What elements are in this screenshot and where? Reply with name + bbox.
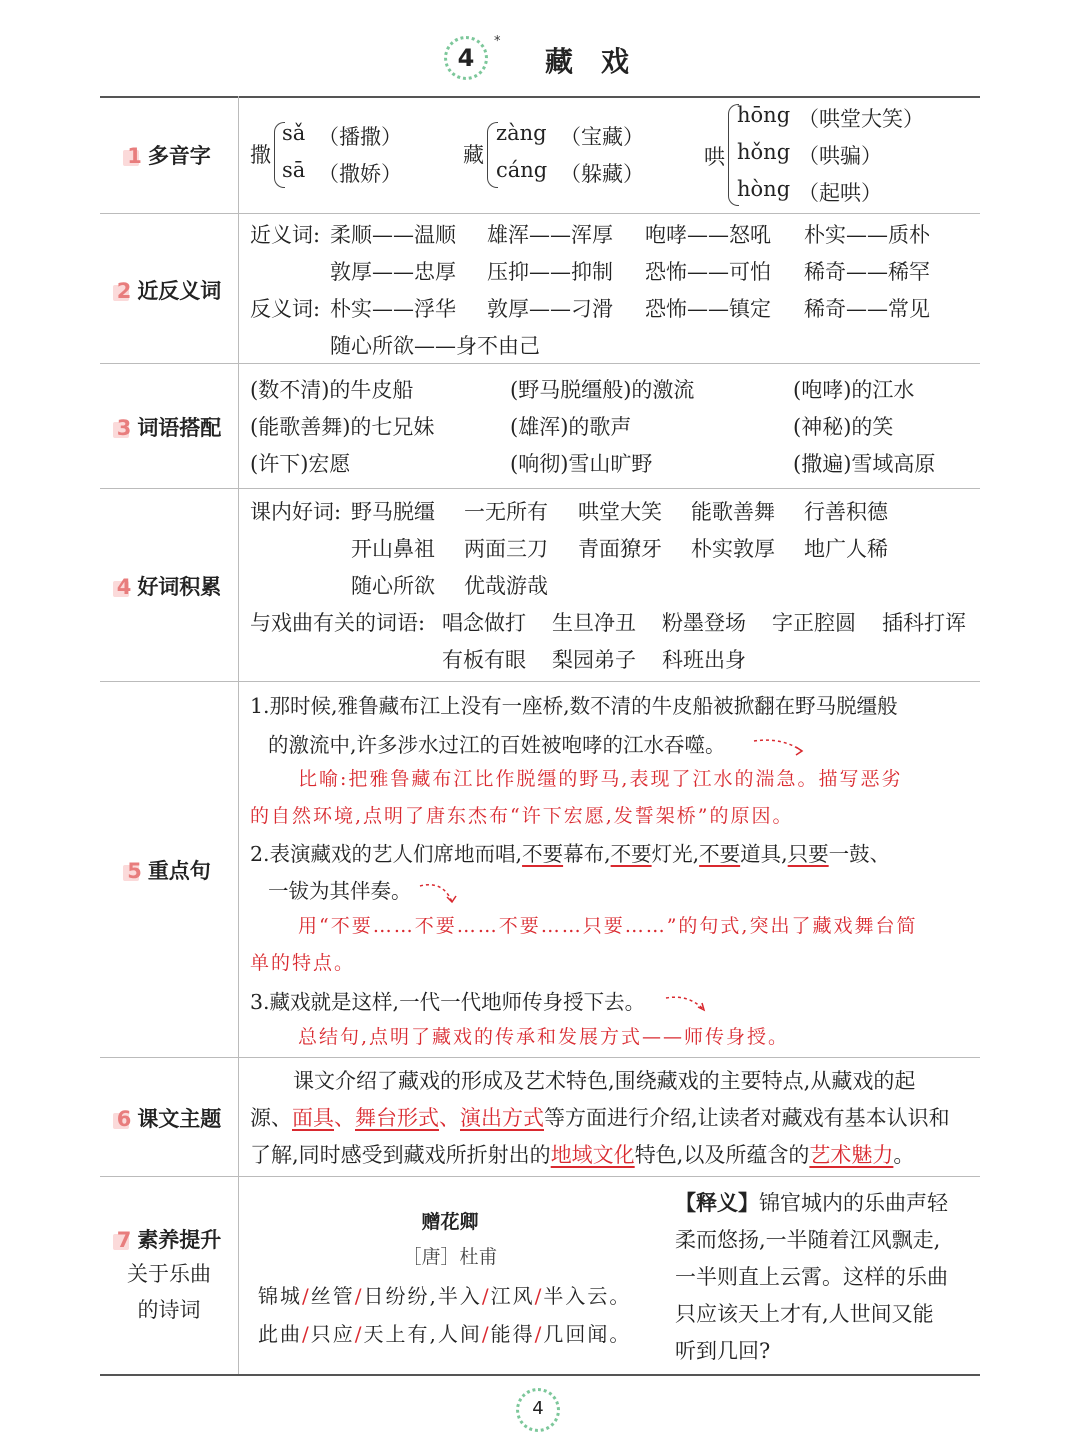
opera-word: 粉墨登场 (662, 611, 746, 635)
collocation: (许下)宏愿 (250, 452, 351, 476)
pinyin: hōng (737, 103, 791, 127)
antonym-pair: 稀奇——常见 (804, 297, 930, 321)
section-sublabel: 关于乐曲 (127, 1262, 211, 1286)
section-label-good-words: 4 好词积累 (116, 575, 222, 599)
antonym-pair: 敦厚——刁滑 (487, 297, 613, 321)
good-words-label: 课内好词: (250, 500, 342, 524)
poem-title: 赠花卿 (421, 1211, 479, 1233)
arrow-icon (752, 735, 812, 765)
pinyin: hǒng (737, 140, 791, 164)
opera-word: 唱念做打 (442, 611, 526, 635)
antonym-pair: 恐怖——镇定 (645, 297, 771, 321)
section-label-collocations: 3 词语搭配 (116, 416, 222, 440)
opera-word: 梨园弟子 (552, 648, 636, 672)
polyphone-word: （起哄） (798, 181, 882, 205)
key-sentence: 1.那时候,雅鲁藏布江上没有一座桥,数不清的牛皮船被掀翻在野马脱缰般 (250, 694, 898, 718)
row-divider (100, 363, 980, 364)
analysis-note: 的自然环境,点明了唐东杰布“许下宏愿,发誓架桥”的原因。 (250, 805, 794, 827)
row-divider (100, 681, 980, 682)
poem-explanation: 只应该天上才有,人世间又能 (675, 1302, 934, 1326)
polyphone-word: （播撒） (318, 125, 402, 149)
synonym-pair: 压抑——抑制 (487, 260, 613, 284)
good-word: 哄堂大笑 (578, 500, 662, 524)
poem-explanation: 一半则直上云霄。这样的乐曲 (675, 1265, 948, 1289)
polyphone-char: 哄 (704, 145, 725, 169)
good-word: 野马脱缰 (351, 500, 435, 524)
good-word: 朴实敦厚 (691, 537, 775, 561)
arrow-icon (664, 992, 714, 1022)
good-word: 青面獠牙 (578, 537, 662, 561)
poem-line: 此曲/只应/天上有,人间/能得/几回闻。 (258, 1322, 632, 1346)
synonym-pair: 雄浑——浑厚 (487, 223, 613, 247)
key-sentence: 一钹为其伴奏。 (268, 879, 412, 903)
opera-words-label: 与戏曲有关的词语: (250, 611, 426, 635)
synonym-label: 近义词: (250, 223, 321, 247)
opera-word: 插科打诨 (882, 611, 966, 635)
page-number: 4 (516, 1388, 560, 1432)
section-label-key-sentences: 5 重点句 (127, 859, 211, 883)
key-sentence: 2.表演藏戏的艺人们席地而唱,不要幕布,不要灯光,不要道具,只要一鼓、 (250, 842, 891, 866)
arrow-icon (418, 878, 468, 912)
row-divider (100, 213, 980, 214)
lesson-header (0, 30, 1080, 90)
collocation: (神秘)的笑 (793, 415, 894, 439)
analysis-note: 比喻:把雅鲁藏布江比作脱缰的野马,表现了江水的湍急。描写恶劣 (298, 768, 903, 790)
polyphone-word: （哄骗） (798, 144, 882, 168)
collocation: (响彻)雪山旷野 (510, 452, 653, 476)
key-sentence: 的激流中,许多涉水过江的百姓被咆哮的江水吞噬。 (268, 733, 726, 757)
pinyin: sā (282, 158, 306, 182)
row-divider (100, 1057, 980, 1058)
section-label-polyphones: 1 多音字 (127, 144, 211, 168)
polyphone-word: （宝藏） (560, 125, 644, 149)
section-sublabel: 的诗词 (137, 1298, 201, 1322)
synonym-pair: 稀奇——稀罕 (804, 260, 930, 284)
synonym-pair: 咆哮——怒吼 (645, 223, 771, 247)
row-divider (100, 1176, 980, 1177)
good-word: 能歌善舞 (691, 500, 775, 524)
pinyin: zàng (496, 121, 547, 145)
poem-explanation: 听到几回? (675, 1339, 771, 1363)
good-word: 行善积德 (804, 500, 888, 524)
theme-text: 源、面具、舞台形式、演出方式等方面进行介绍,让读者对藏戏有基本认识和 (250, 1106, 950, 1130)
section-label-theme: 6 课文主题 (116, 1107, 222, 1131)
collocation: (野马脱缰般)的激流 (510, 378, 695, 402)
theme-text: 课文介绍了藏戏的形成及艺术特色,围绕藏戏的主要特点,从藏戏的起 (293, 1069, 916, 1093)
poem-line: 锦城/丝管/日纷纷,半入/江风/半入云。 (258, 1284, 632, 1308)
poem-explanation: 柔而悠扬,一半随着江风飘走, (675, 1228, 941, 1252)
collocation: (咆哮)的江水 (793, 378, 915, 402)
poem-author: ［唐］杜甫 (402, 1246, 498, 1268)
opera-word: 科班出身 (662, 648, 746, 672)
table-bottom-rule (100, 1374, 980, 1376)
synonym-pair: 恐怖——可怕 (645, 260, 771, 284)
opera-word: 字正腔圆 (772, 611, 856, 635)
row-divider (100, 488, 980, 489)
pinyin: sǎ (282, 121, 306, 145)
key-sentence: 3.藏戏就是这样,一代一代地师传身授下去。 (250, 990, 646, 1014)
good-word: 开山鼻祖 (351, 537, 435, 561)
collocation: (撒遍)雪域高原 (793, 452, 936, 476)
antonym-label: 反义词: (250, 297, 321, 321)
synonym-pair: 朴实——质朴 (804, 223, 930, 247)
good-word: 两面三刀 (464, 537, 548, 561)
analysis-note: 用“不要……不要……不要……只要……”的句式,突出了藏戏舞台简 (298, 915, 918, 937)
theme-text: 了解,同时感受到藏戏所折射出的地域文化特色,以及所蕴含的艺术魅力。 (250, 1143, 915, 1167)
pinyin: cáng (496, 158, 548, 182)
polyphone-word: （躲藏） (560, 162, 644, 186)
pinyin: hòng (737, 177, 791, 201)
collocation: (数不清)的牛皮船 (250, 378, 414, 402)
section-label-synonyms: 2 近反义词 (116, 279, 222, 303)
poem-explanation: 【释义】锦官城内的乐曲声轻 (675, 1190, 948, 1215)
opera-word: 生旦净丑 (552, 611, 636, 635)
good-word: 一无所有 (464, 500, 548, 524)
antonym-pair: 随心所欲——身不由己 (330, 334, 540, 358)
collocation: (雄浑)的歌声 (510, 415, 632, 439)
polyphone-char: 藏 (463, 143, 484, 167)
good-word: 随心所欲 (351, 574, 435, 598)
label-column-divider (238, 96, 239, 1374)
table-top-rule (100, 96, 980, 98)
collocation: (能歌善舞)的七兄妹 (250, 415, 435, 439)
analysis-note: 单的特点。 (250, 952, 356, 974)
lesson-number-badge: 4 (444, 36, 488, 80)
lesson-title: 藏戏 (545, 45, 658, 78)
polyphone-word: （撒娇） (318, 162, 402, 186)
opera-word: 有板有眼 (442, 648, 526, 672)
good-word: 地广人稀 (804, 537, 888, 561)
polyphone-word: （哄堂大笑） (798, 107, 924, 131)
polyphone-char: 撒 (250, 143, 271, 167)
star-mark: * (494, 34, 501, 49)
analysis-note: 总结句,点明了藏戏的传承和发展方式——师传身授。 (298, 1026, 790, 1048)
synonym-pair: 敦厚——忠厚 (330, 260, 456, 284)
good-word: 优哉游哉 (464, 574, 548, 598)
synonym-pair: 柔顺——温顺 (330, 223, 456, 247)
antonym-pair: 朴实——浮华 (330, 297, 456, 321)
section-label-literacy: 7 素养提升 (116, 1228, 222, 1252)
